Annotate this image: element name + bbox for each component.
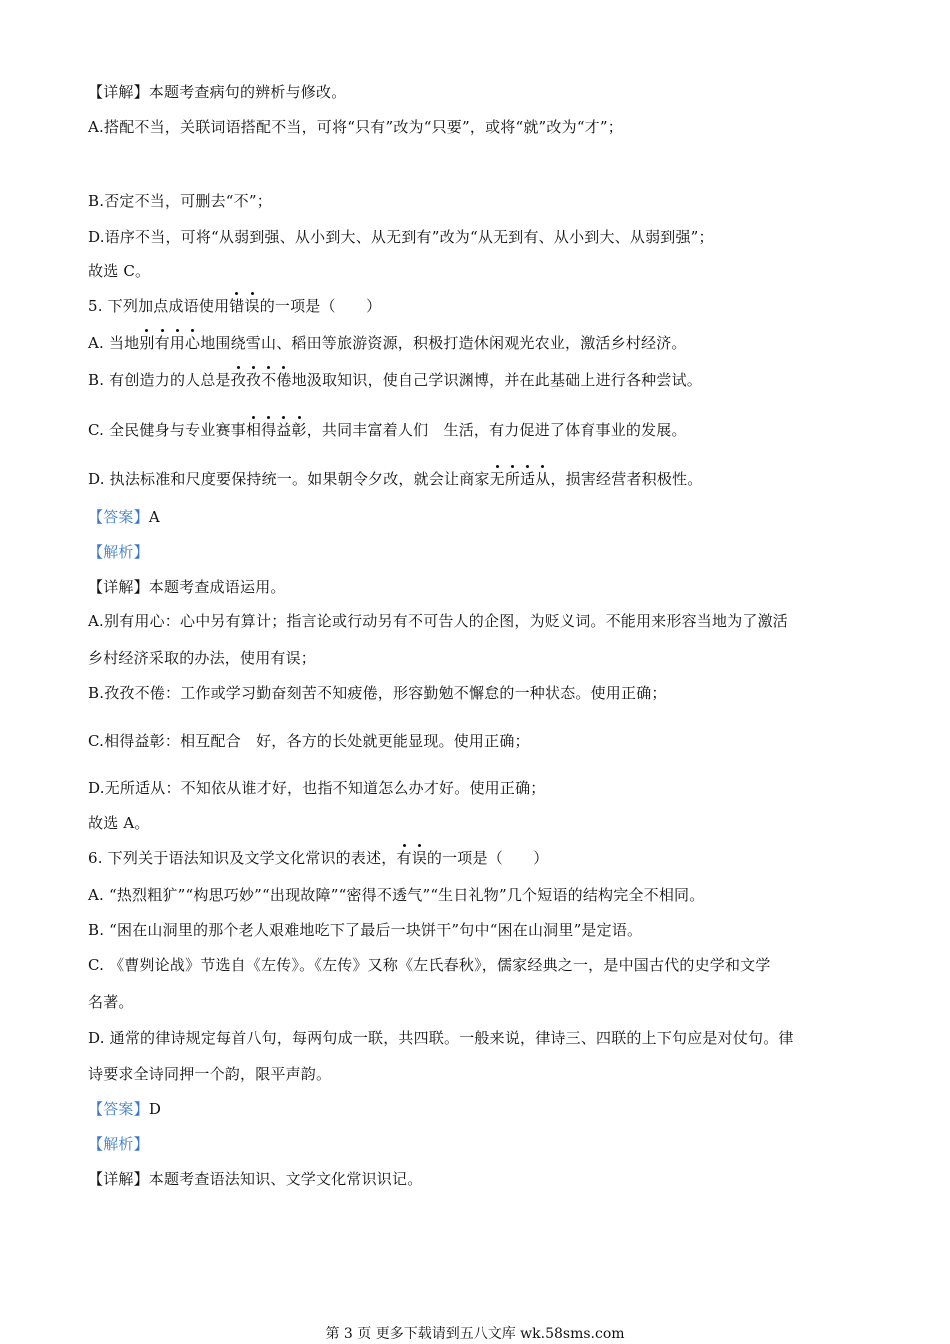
dotted-char: 无 — [489, 470, 505, 488]
text-line-2 — [88, 117, 623, 137]
text-segment: 的一项是（ ） — [259, 297, 382, 315]
text-segment: A. 当地 — [88, 334, 140, 352]
text-segment: 【详解】本题考查语法知识、文学文化常识识记。 — [88, 1170, 423, 1188]
text-segment: C. 全民健身与专业赛事 — [88, 421, 246, 439]
section-label: 【解析】 — [88, 543, 149, 561]
text-line-29 — [88, 1169, 422, 1189]
text-line-7 — [88, 333, 687, 353]
text-line-20 — [88, 848, 549, 868]
text-segment: 地围绕雪山、稻田等旅游资源，积极打造休闲观光农业，激活乡村经济。 — [200, 334, 687, 352]
dotted-emphasis — [396, 849, 426, 867]
text-segment: B.孜孜不倦：工作或学习勤奋刻苦不知疲倦，形容勤勉不懈怠的一种状态。使用正确； — [88, 684, 667, 702]
text-line-26 — [88, 1064, 331, 1084]
dotted-char: 心 — [184, 334, 201, 352]
text-segment: 【详解】本题考查成语运用。 — [88, 578, 286, 596]
text-segment: B.否定不当，可删去“不”； — [88, 192, 272, 210]
section-label: 【答案】 — [88, 508, 149, 526]
text-segment: D.语序不当，可将“从弱到强、从小到大、从无到有”改为“从无到有、从小到大、从弱到强”； — [88, 228, 714, 246]
dotted-emphasis — [229, 297, 259, 315]
text-segment: 5. 下列加点成语使用 — [88, 297, 230, 315]
text-segment: A — [148, 508, 160, 526]
text-line-27 — [88, 1099, 161, 1119]
text-segment: C. 《曹刿论战》节选自《左传》。《左传》又称《左氏春秋》，儒家经典之一，是中国古代的史学和文学 — [88, 956, 771, 974]
text-line-4 — [88, 227, 714, 247]
dotted-char: 得 — [261, 421, 277, 439]
text-line-13 — [88, 577, 286, 597]
text-segment: 【详解】本题考查病句的辨析与修改。 — [88, 83, 347, 101]
text-line-1 — [88, 82, 346, 102]
dotted-char: 误 — [244, 297, 260, 315]
dotted-emphasis — [490, 470, 551, 488]
text-segment: 6. 下列关于语法知识及文学文化常识的表述， — [88, 849, 397, 867]
dotted-char: 误 — [411, 849, 427, 867]
text-line-11 — [88, 507, 160, 527]
text-line-10 — [88, 469, 702, 489]
text-line-3 — [88, 191, 272, 211]
dotted-char: 有 — [396, 849, 412, 867]
dotted-char: 适 — [520, 470, 536, 488]
page-footer: 第 3 页 更多下载请到五八文库 wk.58sms.com — [325, 1326, 625, 1342]
text-segment: C.相得益彰：相互配合 好，各方的长处就更能显现。使用正确； — [88, 732, 530, 750]
dotted-char: 有 — [154, 334, 170, 352]
dotted-char: 不 — [261, 371, 277, 389]
text-segment: B. “困在山洞里的那个老人艰难地吃下了最后一块饼干”句中“困在山洞里”是定语。 — [88, 921, 643, 939]
dotted-emphasis — [246, 421, 307, 439]
text-line-9 — [88, 420, 687, 440]
text-segment: D. 执法标准和尺度要保持统一。如果朝令夕改，就会让商家 — [88, 470, 490, 488]
dotted-char: 用 — [169, 334, 185, 352]
text-line-23 — [88, 955, 771, 975]
text-line-6 — [88, 296, 381, 316]
text-segment: 诗要求全诗同押一个韵，限平声韵。 — [88, 1065, 332, 1083]
text-segment: D — [148, 1100, 162, 1118]
dotted-emphasis — [139, 334, 200, 352]
text-line-16 — [88, 683, 667, 703]
text-segment: 地汲取知识，使自己学识渊博，并在此基础上进行各种尝试。 — [291, 371, 702, 389]
text-line-28 — [88, 1134, 149, 1154]
dotted-char: 从 — [535, 470, 551, 488]
text-segment: 故选 A。 — [88, 814, 150, 832]
text-line-25 — [88, 1028, 794, 1048]
dotted-char: 相 — [245, 421, 262, 439]
text-line-5 — [88, 261, 150, 281]
text-line-15 — [88, 648, 316, 668]
dotted-char: 错 — [229, 297, 245, 315]
dotted-char: 益 — [276, 421, 292, 439]
text-segment: D. 通常的律诗规定每首八句，每两句成一联，共四联。一般来说，律诗三、四联的上下句应是对仗句。律 — [88, 1029, 794, 1047]
text-segment: D.无所适从：不知依从谁才好，也指不知道怎么办才好。使用正确； — [88, 779, 546, 797]
text-segment: ，损害经营者积极性。 — [550, 470, 703, 488]
dotted-emphasis — [231, 371, 292, 389]
text-segment: A.别有用心：心中另有算计；指言论或行动另有不可告人的企图，为贬义词。不能用来形容当地为了激活 — [88, 612, 789, 630]
dotted-char: 倦 — [276, 371, 292, 389]
text-segment: 名著。 — [88, 993, 134, 1011]
dotted-char: 彰 — [291, 421, 307, 439]
text-segment: A.搭配不当，关联词语搭配不当，可将“只有”改为“只要”，或将“就”改为“才”； — [88, 118, 623, 136]
text-line-24 — [88, 992, 134, 1012]
dotted-char: 孜 — [230, 371, 246, 389]
text-line-22 — [88, 920, 642, 940]
text-line-12 — [88, 542, 149, 562]
text-segment: 故选 C。 — [88, 262, 151, 280]
text-segment: A. “热烈粗犷”“构思巧妙”“出现故障”“密得不透气”“生日礼物”几个短语的结构完全不相同。 — [88, 886, 705, 904]
section-label: 【答案】 — [88, 1100, 149, 1118]
text-line-18 — [88, 778, 545, 798]
text-segment: 乡村经济采取的办法，使用有误； — [88, 649, 317, 667]
text-segment: ，共同丰富着人们 生活，有力促进了体育事业的发展。 — [306, 421, 687, 439]
text-line-17 — [88, 731, 530, 751]
text-line-14 — [88, 611, 788, 631]
dotted-char: 所 — [504, 470, 521, 488]
text-segment: 的一项是（ ） — [426, 849, 549, 867]
dotted-char: 孜 — [245, 371, 262, 389]
text-line-8 — [88, 370, 702, 390]
dotted-char: 别 — [139, 334, 155, 352]
text-line-21 — [88, 885, 704, 905]
text-line-19 — [88, 813, 150, 833]
section-label: 【解析】 — [88, 1135, 149, 1153]
text-segment: B. 有创造力的人总是 — [88, 371, 231, 389]
